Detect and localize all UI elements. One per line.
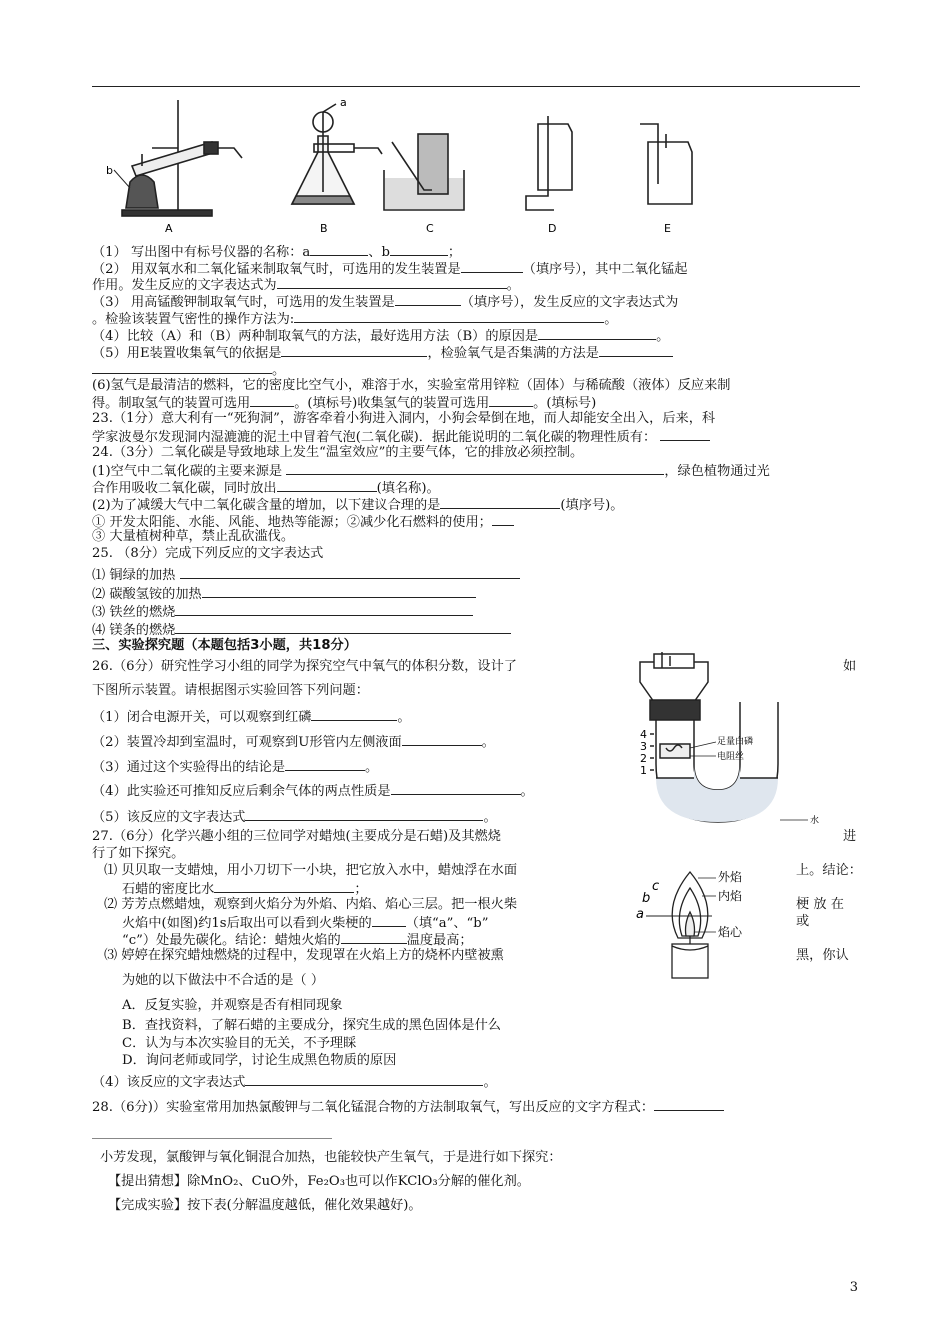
q28-line1: 28.（6分)）实验室常用加热氯酸钾与二氧化锰混合物的方法制取氧气，写出反应的文字方程式： (92, 1098, 862, 1116)
q27-line6-right: 或 (796, 914, 810, 929)
label-E: E (664, 222, 671, 235)
q22-line10: 得。制取氢气的装置可选用 。(填标号)收集氢气的装置可选用 。(填标号) (92, 396, 597, 411)
q27-line1: 27.（6分）化学兴趣小组的三位同学对蜡烛(主要成分是石蜡)及其燃烧 (92, 829, 501, 844)
q23-line1: 23.（1分）意大利有一“死狗洞”，游客牵着小狗进入洞内，小狗会晕倒在地，而人却能安全出入，后来，科 (92, 411, 716, 426)
mark-1: 1 (640, 764, 647, 777)
q24-line1: 24.（3分）二氧化碳是导致地球上发生“温室效应”的主要气体，它的排放必须控制。 (92, 445, 584, 460)
header-rule (92, 86, 860, 87)
q26-line4: （2）装置冷却到室温时，可观察到U形管内左侧液面 。 (92, 735, 495, 750)
q27-line2: 行了如下探究。 (92, 846, 185, 861)
mark-2: 2 (640, 752, 647, 765)
label-b: b (106, 164, 113, 177)
q22-line6: （4）比较（A）和（B）两种制取氧气的方法，最好选用方法（B）的原因是 。 (92, 329, 670, 344)
q22-line3: 作用。发生反应的文字表达式为 。 (92, 278, 520, 293)
q27-line10: （4）该反应的文字表达式 。 (92, 1075, 497, 1090)
match-c-label: c (652, 879, 660, 894)
q27-option-b: B．查找资料，了解石蜡的主要成分，探究生成的黑色固体是什么 (122, 1018, 501, 1033)
outer-flame-label: 外焰 (718, 870, 743, 884)
q22-line7: （5）用E装置收集氧气的依据是 ，检验氧气是否集满的方法是 (92, 344, 862, 362)
u-tube-figure (620, 652, 830, 838)
fig-water-label: 水 (810, 816, 820, 826)
q28-line4: 【完成实验】按下表(分解温度越低，催化效果越好)。 (108, 1198, 422, 1213)
mark-4: 4 (640, 728, 647, 741)
q24-line3: 合作用吸收二氧化碳，同时放出 (填名称)。 (92, 481, 440, 496)
q27-line9: 为她的以下做法中不合适的是（ ） (122, 973, 325, 988)
fig-wire-label: 电阻丝 (717, 752, 745, 762)
label-a: a (340, 96, 347, 109)
q26-line3: （1）闭合电源开关，可以观察到红磷 。 (92, 710, 411, 725)
q26-line6: （4）此实验还可推知反应后剩余气体的两点性质是 。 (92, 784, 534, 799)
match-b-label: b (642, 891, 651, 906)
q27-line5-right: 梗 放 在 (796, 897, 844, 912)
q28-line3: 【提出猜想】除MnO₂、CuO外，Fe₂O₃也可以作KClO₃分解的催化剂。 (108, 1174, 530, 1189)
q24-line6: ③ 大量植树种草，禁止乱砍滥伐。 (92, 529, 295, 544)
q22-line8: 。 (92, 361, 862, 379)
q24-line2: (1)空气中二氧化碳的主要来源是 ，绿色植物通过光 (92, 464, 770, 479)
q26-line2: 下图所示装置。请根据图示实验回答下列问题： (92, 683, 369, 698)
q22-line5: 。检验该装置气密性的操作方法为: 。 (92, 312, 618, 327)
q27-option-d: D．询问老师或同学，讨论生成黑色物质的原因 (122, 1053, 397, 1068)
page-number: 3 (849, 1280, 858, 1295)
q27-line7: “c”）处最先碳化。结论：蜡烛火焰的 温度最高； (122, 933, 473, 948)
match-a-label: a (636, 907, 644, 922)
q27-line8-right: 黑，你认 (796, 948, 849, 963)
q27-option-c: C．认为与本次实验目的无关，不予理睬 (122, 1036, 357, 1051)
q23-line2: 学家波曼尔发现洞内湿漉漉的泥土中冒着气泡(二氧化碳)．据此能说明的二氧化碳的物理性质有： (92, 428, 862, 446)
label-A: A (165, 222, 173, 235)
flame-core-label: 焰心 (718, 925, 743, 939)
q27-line5: ⑵ 芳芳点燃蜡烛，观察到火焰分为外焰、内焰、焰心三层。把一根火柴 (104, 897, 518, 912)
inner-flame-label: 内焰 (718, 889, 743, 903)
q28-line2: 小芳发现，氯酸钾与氧化铜混合加热，也能较快产生氧气，于是进行如下探究： (100, 1150, 562, 1165)
candle-figure (632, 866, 782, 982)
q27-option-a: A．反复实验，并观察是否有相同现象 (122, 998, 343, 1013)
q24-line5: ① 开发太阳能、水能、风能、地热等能源；②减少化石燃料的使用； (92, 513, 862, 531)
footnote-rule (92, 1138, 332, 1139)
q26-line1: 26.（6分）研究性学习小组的同学为探究空气中氧气的体积分数，设计了 (92, 659, 517, 674)
q25-line5: ⑷ 镁条的燃烧 (92, 621, 862, 639)
q27-line1-right: 进 (843, 829, 857, 844)
q27-line8: ⑶ 婷婷在探究蜡烛燃烧的过程中，发现罩在火焰上方的烧杯内壁被熏 (104, 948, 504, 963)
q27-line3: ⑴ 贝贝取一支蜡烛，用小刀切下一小块，把它放入水中，蜡烛浮在水面 (104, 863, 518, 878)
q27-line3-right: 上。结论： (796, 863, 862, 878)
label-C: C (426, 222, 434, 235)
q22-line2: （2） 用双氧水和二氧化锰来制取氧气时，可选用的发生装置是 （填序号），其中二氧化锰起 (92, 262, 688, 277)
apparatus-figure (92, 92, 792, 238)
q26-line7: （5）该反应的文字表达式 。 (92, 810, 497, 825)
q25-line4: ⑶ 铁丝的燃烧 (92, 603, 862, 621)
q22-line4: （3） 用高锰酸钾制取氧气时，可选用的发生装置是 （填序号），发生反应的文字表达式为 (92, 295, 679, 310)
q25-line3: ⑵ 碳酸氢铵的加热 (92, 585, 862, 603)
fig-phosphorus-label: 足量白磷 (717, 737, 754, 747)
q25-line2: ⑴ 铜绿的加热 (92, 566, 862, 584)
q24-line4: (2)为了减缓大气中二氧化碳含量的增加，以下建议合理的是 (填序号)。 (92, 498, 624, 513)
label-B: B (320, 222, 328, 235)
label-D: D (548, 222, 557, 235)
q27-line6: 火焰中(如图)约1s后取出可以看到火柴梗的 （填“a”、“b” (122, 916, 489, 931)
q27-line4: 石蜡的密度比水 ； (122, 882, 368, 897)
q22-line1: （1） 写出图中有标号仪器的名称：a 、b ； (92, 245, 462, 260)
q26-line5: （3）通过这个实验得出的结论是 。 (92, 760, 379, 775)
q22-line9: (6)氢气是最清洁的燃料，它的密度比空气小，难溶于水，实验室常用锌粒（固体）与稀硫酸（液体）反应来制 (92, 378, 731, 393)
q26-line1-right: 如 (843, 659, 857, 674)
section-title: 三、实验探究题（本题包括3小题，共18分） (92, 638, 357, 653)
mark-3: 3 (640, 740, 647, 753)
q25-line1: 25. （8分）完成下列反应的文字表达式 (92, 546, 324, 561)
